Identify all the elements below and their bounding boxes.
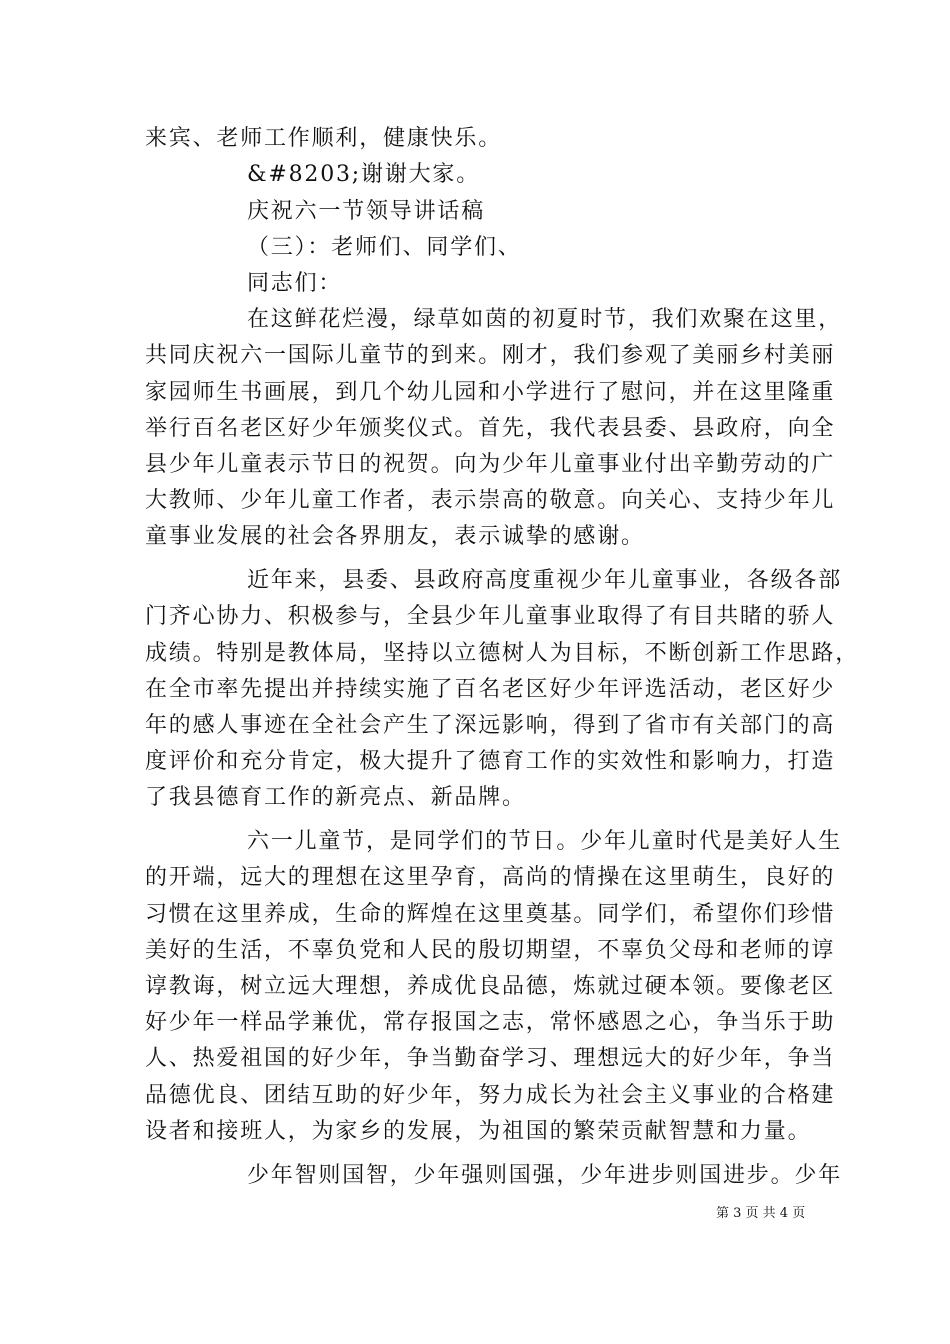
text-line: 童事业发展的社会各界朋友，表示诚挚的感谢。: [145, 524, 645, 549]
text-line: 成绩。特别是教体局，坚持以立德树人为目标，不断创新工作思路，: [145, 641, 860, 666]
text-line: 同志们：: [247, 271, 343, 296]
text-line: 的开端，远大的理想在这里孕育，高尚的情操在这里萌生，良好的: [145, 865, 836, 890]
text-line: 品德优良、团结互助的好少年，努力成长为社会主义事业的合格建: [145, 1083, 836, 1108]
text-line: 人、热爱祖国的好少年，争当勤奋学习、理想远大的好少年，争当: [145, 1046, 836, 1071]
text-line: 度评价和充分肯定，极大提升了德育工作的实效性和影响力，打造: [145, 749, 836, 774]
text-line: 习惯在这里养成，生命的辉煌在这里奠基。同学们，希望你们珍惜: [145, 902, 836, 927]
text-line: 六一儿童节，是同学们的节日。少年儿童时代是美好人生: [247, 829, 843, 854]
text-line: 少年智则国智，少年强则国强，少年进步则国进步。少年: [247, 1163, 843, 1188]
text-line: 设者和接班人，为家乡的发展，为祖国的繁荣贡献智慧和力量。: [145, 1119, 812, 1144]
text-line: 家园师生书画展，到几个幼儿园和小学进行了慰问，并在这里隆重: [145, 380, 836, 405]
text-line: 来宾、老师工作顺利，健康快乐。: [145, 126, 503, 151]
text-line: （三）：老师们、同学们、: [247, 235, 522, 260]
text-line: 年的感人事迹在全社会产生了深远影响，得到了省市有关部门的高: [145, 713, 836, 738]
text-line: 大教师、少年儿童工作者，表示崇高的敬意。向关心、支持少年儿: [145, 488, 836, 513]
document-title: 庆祝六一节领导讲话稿: [247, 199, 486, 224]
text-line: 了我县德育工作的新亮点、新品牌。: [145, 785, 526, 810]
text-line: 在这鲜花烂漫，绿草如茵的初夏时节，我们欢聚在这里，: [247, 307, 843, 332]
page-number: 第 3 页 共 4 页: [716, 1206, 806, 1221]
text-line: 好少年一样品学兼优，常存报国之志，常怀感恩之心，争当乐于助: [145, 1010, 836, 1035]
text-line: 共同庆祝六一国际儿童节的到来。刚才，我们参观了美丽乡村美丽: [145, 343, 836, 368]
text-line: 县少年儿童表示节日的祝贺。向为少年儿童事业付出辛勤劳动的广: [145, 452, 836, 477]
text-line: &#8203;谢谢大家。: [247, 162, 481, 187]
text-line: 美好的生活，不辜负党和人民的殷切期望，不辜负父母和老师的谆: [145, 938, 836, 963]
text-line: 举行百名老区好少年颁奖仪式。首先，我代表县委、县政府，向全: [145, 416, 836, 441]
text-line: 谆教诲，树立远大理想，养成优良品德，炼就过硬本领。要像老区: [145, 974, 836, 999]
text-line: 在全市率先提出并持续实施了百名老区好少年评选活动，老区好少: [145, 677, 836, 702]
text-line: 门齐心协力、积极参与，全县少年儿童事业取得了有目共睹的骄人: [145, 604, 836, 629]
text-line: 近年来，县委、县政府高度重视少年儿童事业，各级各部: [247, 568, 843, 593]
